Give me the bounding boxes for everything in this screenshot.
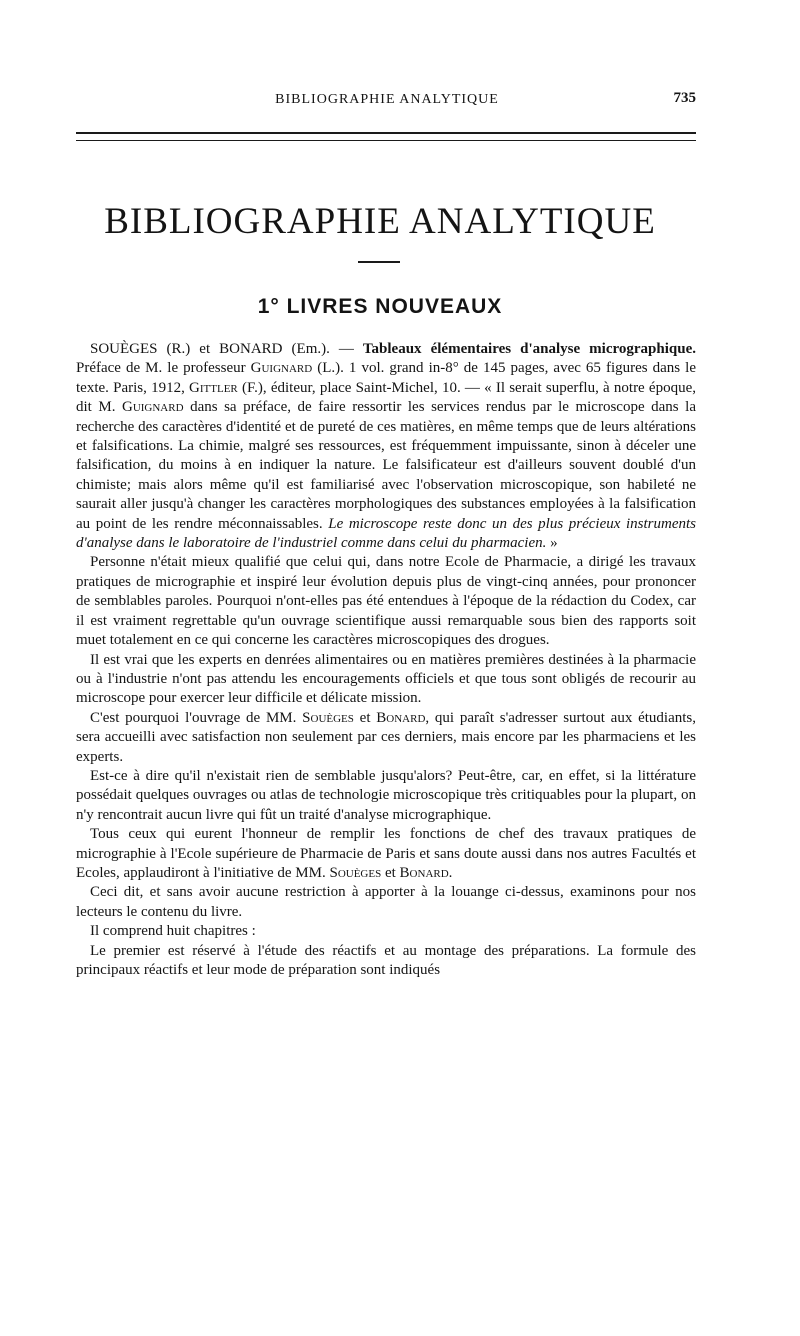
author-name: Bonard xyxy=(376,709,426,726)
text-run: , qui paraît s'adresser surtout aux étudiants, sera accueilli avec satisfaction non seulement par ces derniers, mais encore par les pharmaciens et les experts. xyxy=(76,709,696,765)
review-paragraph: Est-ce à dire qu'il n'existait rien de semblable jusqu'alors? Peut-être, car, en effet, si la littérature possédait quelques ouvrages ou atlas de technologie microscopique très critiquables pour la plupart, on n'y rencontrait aucun livre qui fût un traité d'analyse micrographique. xyxy=(76,767,696,823)
text-run: . xyxy=(448,864,453,881)
header-rule-thin xyxy=(76,140,696,141)
text-run: Préface de M. le professeur xyxy=(76,360,251,377)
book-title: Tableaux élémentaires d'analyse micrographique. xyxy=(362,341,696,357)
text-run: et xyxy=(353,709,377,726)
quote-italic: Le microscope reste donc un des plus précieux instruments d'analyse dans le laboratoire de l'industriel comme dans celui du pharmacien. xyxy=(76,515,696,552)
review-paragraph xyxy=(76,709,696,767)
text-run: » xyxy=(546,535,558,552)
title-divider xyxy=(358,261,400,263)
review-authors: SOUÈGES (R.) et BONARD (Em.). — xyxy=(90,341,363,357)
review-paragraph: Il comprend huit chapitres : xyxy=(90,923,256,940)
text-run: (L.). 1 vol. grand in-8° de 145 pages, avec 65 figures dans le texte. Paris, 1912, xyxy=(76,360,696,396)
text-run: (F.), éditeur, place Saint-Michel, 10. — « Il serait superflu, à notre époque, dit M. xyxy=(76,379,696,416)
text-run: Tous ceux qui eurent l'honneur de remplir les fonctions de chef des travaux pratiques de micrographie à l'Ecole supérieure de Pharmacie de Paris et sans doute aussi dans nos autres Facultés et Ecoles, applaudiront à l'initiative de MM. xyxy=(76,826,696,881)
author-name: Guignard xyxy=(121,399,184,416)
author-name: Souèges xyxy=(329,864,382,881)
publisher-name: Gittler xyxy=(189,379,238,396)
text-run: et xyxy=(381,864,400,881)
review-paragraph xyxy=(76,825,696,883)
text-run: C'est pourquoi l'ouvrage de MM. xyxy=(90,709,303,726)
running-title: BIBLIOGRAPHIE ANALYTIQUE xyxy=(275,92,499,107)
page-number: 735 xyxy=(673,90,696,106)
review-paragraph: Ceci dit, et sans avoir aucune restriction à apporter à la louange ci-dessus, examinons pour nos lecteurs le contenu du livre. xyxy=(76,884,696,920)
review-paragraph: Le premier est réservé à l'étude des réactifs et au montage des préparations. La formule des principaux réactifs et leur mode de préparation sont indiqués xyxy=(76,942,696,978)
review-paragraph xyxy=(76,340,696,553)
review-paragraph: Il est vrai que les experts en denrées alimentaires ou en matières premières destinées à la pharmacie ou à l'industrie n'ont pas attendu les encouragements officiels et que tous sont obligés de recourir au microscope pour exercer leur difficile et délicate mission. xyxy=(76,651,696,707)
page-title: BIBLIOGRAPHIE ANALYTIQUE xyxy=(104,201,656,242)
author-name: Souèges xyxy=(302,709,354,726)
author-name: Bonard xyxy=(399,864,449,881)
author-name: Guignard xyxy=(250,360,313,377)
header-rule-thick xyxy=(76,132,696,134)
running-header xyxy=(76,90,698,112)
review-paragraph: Personne n'était mieux qualifié que celui qui, dans notre Ecole de Pharmacie, a dirigé les travaux pratiques de micrographie et inspiré leur évolution depuis plus de vingt-cinq années, pour prononcer de semblables paroles. Pourquoi n'ont-elles pas été entendues à l'époque de la rédaction du Codex, car il est vraiment regrettable qu'un ouvrage scientifique aussi remarquable sous bien des rapports soit muet totalement en ce qui concerne les caractères microscopiques des drogues. xyxy=(76,554,696,649)
section-heading: 1° LIVRES NOUVEAUX xyxy=(257,295,503,318)
review-body xyxy=(76,340,696,980)
text-run: dans sa préface, de faire ressortir les services rendus par le microscope dans la recherche des caractères d'identité et de pureté de ces matières, en même temps que de leurs altérations et falsifications. La chimie, malgré ses ressources, est fréquemment impuissante, sinon à déceler une falsification, du moins à en indiquer la nature. Le falsificateur est d'ailleurs souvent doublé d'un chimiste; mais alors même qu'il est familiarisé avec l'observation microscopique, son habileté ne saurait aller jusqu'à changer les caractères morphologiques des substances employées à la falsification au point de les rendre méconnaissables. xyxy=(76,399,696,532)
